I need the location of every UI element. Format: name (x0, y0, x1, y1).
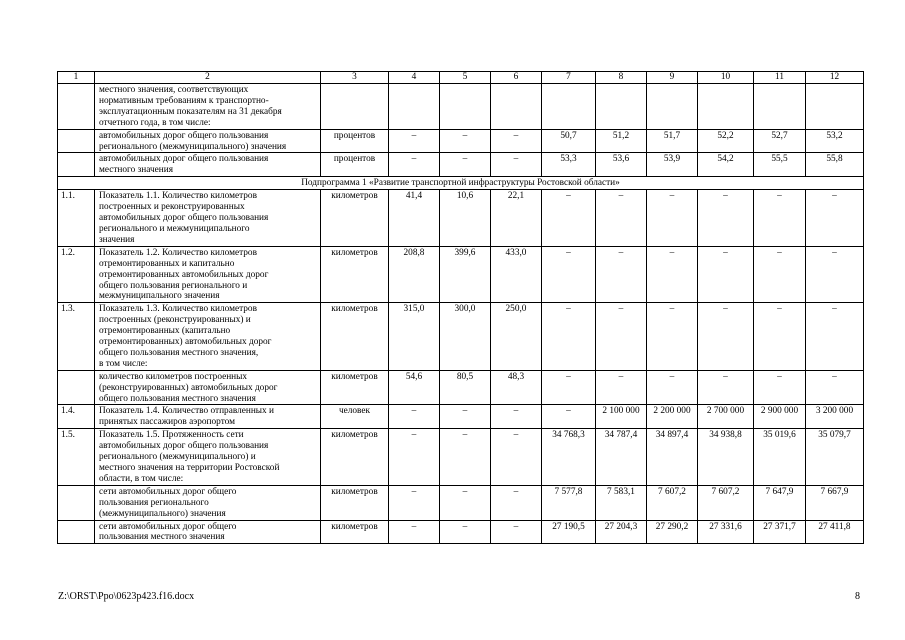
value-col5-cell: – (440, 153, 491, 177)
value-col5-cell: 399,6 (440, 246, 491, 303)
value-col4-cell: – (389, 129, 440, 153)
value-col12-cell: 53,2 (806, 129, 864, 153)
value-col6-cell: 433,0 (491, 246, 542, 303)
indicator-name-cell: автомобильных дорог общего пользования регионального (межмуниципального) значения (95, 129, 321, 153)
header-cell: 8 (596, 72, 647, 84)
value-col4-cell: – (389, 153, 440, 177)
unit-cell: процентов (321, 153, 389, 177)
table-row (58, 405, 864, 429)
value-col6-cell: – (491, 405, 542, 429)
header-cell: 11 (754, 72, 806, 84)
unit-cell: километров (321, 485, 389, 520)
unit-cell: человек (321, 405, 389, 429)
header-cell: 2 (95, 72, 321, 84)
table-row (58, 153, 864, 177)
value-col8-cell: – (596, 246, 647, 303)
value-col8-cell: 51,2 (596, 129, 647, 153)
value-col11-cell: – (754, 303, 806, 370)
value-col7-cell: – (542, 303, 596, 370)
subprogram-row (58, 177, 864, 190)
value-col12-cell: 55,8 (806, 153, 864, 177)
unit-cell (321, 84, 389, 130)
number-cell (58, 370, 95, 405)
footer-file-path: Z:\ORST\Ppo\0623p423.f16.docx (58, 591, 195, 602)
value-col12-cell: 3 200 000 (806, 405, 864, 429)
value-col5-cell: – (440, 520, 491, 544)
value-col11-cell: – (754, 246, 806, 303)
value-col9-cell: 34 897,4 (647, 429, 698, 486)
value-col9-cell: – (647, 246, 698, 303)
number-cell (58, 129, 95, 153)
header-cell: 4 (389, 72, 440, 84)
value-col8-cell: 53,6 (596, 153, 647, 177)
value-col8-cell: – (596, 370, 647, 405)
value-col6-cell: – (491, 485, 542, 520)
header-row (58, 72, 864, 84)
value-col10-cell: – (698, 370, 754, 405)
unit-cell: процентов (321, 129, 389, 153)
unit-cell: километров (321, 520, 389, 544)
indicator-name-cell: Показатель 1.1. Количество километров построенных и реконструированных автомобильных дорог общего пользования регионального и межмуниципального значения (95, 190, 321, 247)
value-col11-cell: 55,5 (754, 153, 806, 177)
value-col11-cell (754, 84, 806, 130)
value-col6-cell: 48,3 (491, 370, 542, 405)
number-cell: 1.5. (58, 429, 95, 486)
number-cell (58, 153, 95, 177)
value-col10-cell: 2 700 000 (698, 405, 754, 429)
value-col12-cell: 7 667,9 (806, 485, 864, 520)
value-col12-cell: 27 411,8 (806, 520, 864, 544)
value-col12-cell: – (806, 246, 864, 303)
value-col11-cell: 35 019,6 (754, 429, 806, 486)
value-col8-cell: 27 204,3 (596, 520, 647, 544)
value-col10-cell: 54,2 (698, 153, 754, 177)
value-col8-cell: 34 787,4 (596, 429, 647, 486)
table-row (58, 520, 864, 544)
value-col9-cell: – (647, 303, 698, 370)
indicators-table (57, 71, 864, 544)
value-col12-cell: – (806, 303, 864, 370)
unit-cell: километров (321, 246, 389, 303)
table-row (58, 246, 864, 303)
table-row (58, 485, 864, 520)
value-col5-cell (440, 84, 491, 130)
number-cell (58, 84, 95, 130)
table-row (58, 190, 864, 247)
value-col5-cell: 10,6 (440, 190, 491, 247)
value-col12-cell: 35 079,7 (806, 429, 864, 486)
value-col7-cell: 50,7 (542, 129, 596, 153)
value-col10-cell: – (698, 246, 754, 303)
indicator-name-cell: сети автомобильных дорог общего пользования местного значения (95, 520, 321, 544)
value-col6-cell (491, 84, 542, 130)
indicator-name-cell: Показатель 1.5. Протяженность сети автомобильных дорог общего пользования регионального (межмуниципального) и местного значения на территории Ростовской области, в том числе: (95, 429, 321, 486)
value-col10-cell: – (698, 190, 754, 247)
value-col9-cell: – (647, 370, 698, 405)
value-col12-cell: – (806, 370, 864, 405)
value-col10-cell: 27 331,6 (698, 520, 754, 544)
value-col10-cell (698, 84, 754, 130)
value-col8-cell: 7 583,1 (596, 485, 647, 520)
table-row (58, 84, 864, 130)
value-col6-cell: – (491, 153, 542, 177)
value-col8-cell: – (596, 303, 647, 370)
header-cell: 3 (321, 72, 389, 84)
value-col7-cell: 53,3 (542, 153, 596, 177)
value-col9-cell: 27 290,2 (647, 520, 698, 544)
number-cell: 1.4. (58, 405, 95, 429)
value-col7-cell: 34 768,3 (542, 429, 596, 486)
indicator-name-cell: Показатель 1.3. Количество километров построенных (реконструированных) и отремонтированных (капитально отремонтированных) автомобильных дорог общего пользования местного значения, в том числе: (95, 303, 321, 370)
value-col7-cell: – (542, 246, 596, 303)
value-col7-cell: – (542, 405, 596, 429)
value-col5-cell: – (440, 405, 491, 429)
header-cell: 6 (491, 72, 542, 84)
value-col12-cell (806, 84, 864, 130)
value-col11-cell: – (754, 370, 806, 405)
value-col4-cell (389, 84, 440, 130)
value-col5-cell: – (440, 429, 491, 486)
value-col9-cell: 53,9 (647, 153, 698, 177)
number-cell: 1.2. (58, 246, 95, 303)
value-col4-cell: – (389, 485, 440, 520)
value-col10-cell: 7 607,2 (698, 485, 754, 520)
table-row (58, 429, 864, 486)
value-col11-cell: 27 371,7 (754, 520, 806, 544)
header-cell: 10 (698, 72, 754, 84)
unit-cell: километров (321, 190, 389, 247)
unit-cell: километров (321, 370, 389, 405)
value-col4-cell: – (389, 520, 440, 544)
header-cell: 12 (806, 72, 864, 84)
value-col5-cell: 80,5 (440, 370, 491, 405)
indicator-name-cell: Показатель 1.2. Количество километров отремонтированных и капитально отремонтированных автомобильных дорог общего пользования регионального и межмуниципального значения (95, 246, 321, 303)
value-col6-cell: – (491, 520, 542, 544)
indicator-name-cell: местного значения, соответствующих нормативным требованиям к транспортно- эксплуатационным показателям на 31 декабря отчетного года, в том числе: (95, 84, 321, 130)
value-col7-cell (542, 84, 596, 130)
number-cell: 1.1. (58, 190, 95, 247)
value-col9-cell (647, 84, 698, 130)
number-cell: 1.3. (58, 303, 95, 370)
unit-cell: километров (321, 303, 389, 370)
indicator-name-cell: сети автомобильных дорог общего пользования регионального (межмуниципального) значения (95, 485, 321, 520)
value-col6-cell: – (491, 129, 542, 153)
value-col10-cell: 52,2 (698, 129, 754, 153)
indicator-name-cell: количество километров построенных (реконструированных) автомобильных дорог общего пользования местного значения (95, 370, 321, 405)
value-col7-cell: 27 190,5 (542, 520, 596, 544)
value-col7-cell: – (542, 190, 596, 247)
value-col9-cell: – (647, 190, 698, 247)
value-col8-cell: – (596, 190, 647, 247)
footer-page-number: 8 (855, 591, 860, 602)
value-col6-cell: – (491, 429, 542, 486)
value-col7-cell: – (542, 370, 596, 405)
value-col4-cell: 315,0 (389, 303, 440, 370)
value-col5-cell: 300,0 (440, 303, 491, 370)
value-col4-cell: 54,6 (389, 370, 440, 405)
value-col9-cell: 2 200 000 (647, 405, 698, 429)
value-col11-cell: – (754, 190, 806, 247)
value-col5-cell: – (440, 129, 491, 153)
value-col4-cell: – (389, 429, 440, 486)
value-col11-cell: 7 647,9 (754, 485, 806, 520)
header-cell: 5 (440, 72, 491, 84)
table-row (58, 303, 864, 370)
table-row (58, 129, 864, 153)
value-col9-cell: 51,7 (647, 129, 698, 153)
value-col4-cell: 208,8 (389, 246, 440, 303)
value-col8-cell (596, 84, 647, 130)
value-col12-cell: – (806, 190, 864, 247)
value-col6-cell: 250,0 (491, 303, 542, 370)
number-cell (58, 520, 95, 544)
value-col11-cell: 52,7 (754, 129, 806, 153)
header-cell: 9 (647, 72, 698, 84)
value-col10-cell: – (698, 303, 754, 370)
value-col6-cell: 22,1 (491, 190, 542, 247)
indicator-name-cell: автомобильных дорог общего пользования местного значения (95, 153, 321, 177)
indicator-name-cell: Показатель 1.4. Количество отправленных и принятых пассажиров аэропортом (95, 405, 321, 429)
value-col5-cell: – (440, 485, 491, 520)
value-col10-cell: 34 938,8 (698, 429, 754, 486)
value-col9-cell: 7 607,2 (647, 485, 698, 520)
number-cell (58, 485, 95, 520)
unit-cell: километров (321, 429, 389, 486)
header-cell: 1 (58, 72, 95, 84)
value-col11-cell: 2 900 000 (754, 405, 806, 429)
table-row (58, 370, 864, 405)
header-cell: 7 (542, 72, 596, 84)
subprogram-title: Подпрограмма 1 «Развитие транспортной инфраструктуры Ростовской области» (58, 177, 864, 190)
value-col8-cell: 2 100 000 (596, 405, 647, 429)
value-col4-cell: 41,4 (389, 190, 440, 247)
value-col4-cell: – (389, 405, 440, 429)
value-col7-cell: 7 577,8 (542, 485, 596, 520)
